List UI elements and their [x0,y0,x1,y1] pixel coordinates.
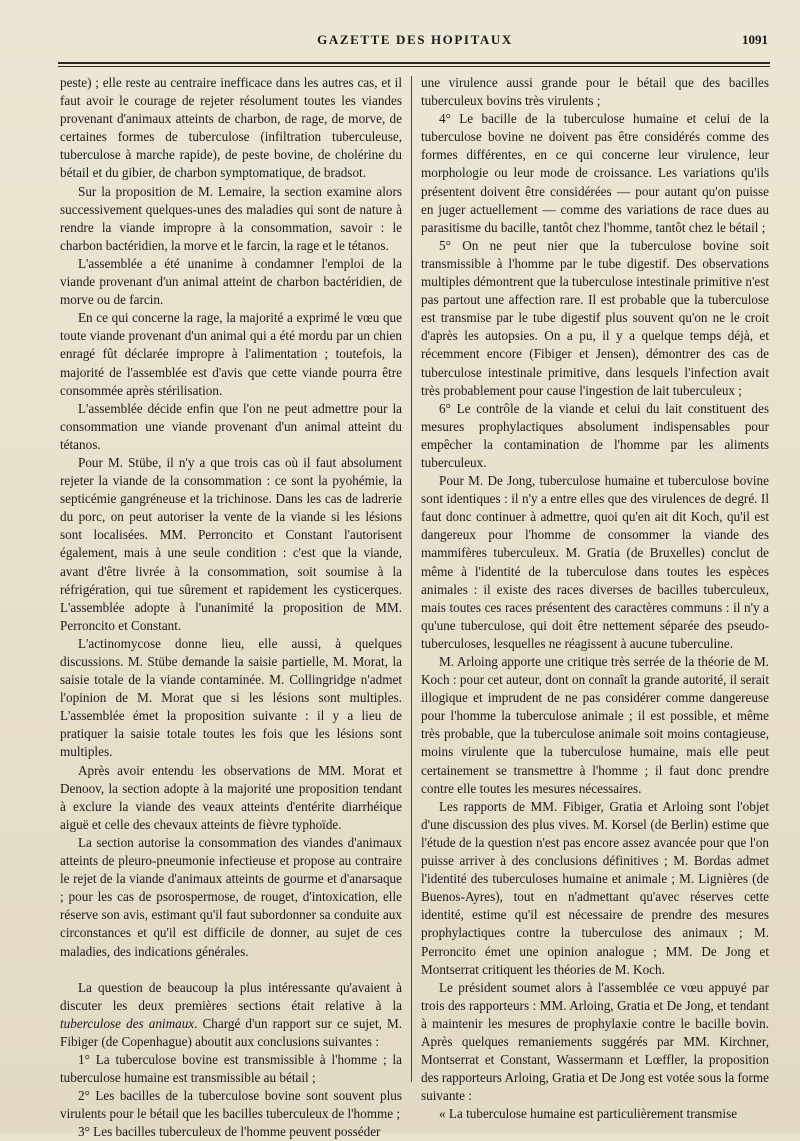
paragraph: En ce qui concerne la rage, la majorité a exprimé le vœu que toute viande provenant d'un animal qui a été mordu par un chien enragé fût déclarée impropre à l'alimentation ; toutefois, la majorité de l'assemblée est d'avis que cette viande pourra être consommée après stérilisation. [60,310,402,398]
left-column [60,74,402,1141]
paragraph-text: . Chargé d'un rapport sur ce sujet, M. Fibiger (de Copenhague) aboutit aux conclusions suivantes : [60,1015,402,1049]
paragraph: L'actinomycose donne lieu, elle aussi, à quelques discussions. M. Stübe demande la saisie partielle, M. Morat, la saisie totale de la viande contaminée. M. Collingridge n'admet l'opinion de M. Morat que si les lésions sont multiples. L'assemblée émet la proposition suivante : il y a lieu de pratiquer la saisie totale toutes les fois que les lésions sont multiples. [60,635,402,760]
paragraph: Pour M. De Jong, tuberculose humaine et tuberculose bovine sont identiques : il n'y a entre elles que des virulences de degré. Il faut donc continuer à admettre, quoi qu'en ait dit Koch, qu'il est dangereux pour l'homme de consommer la viande des mammifères tuberculeux. M. Gratia (de Bruxelles) conclut de même à l'identité de la tuberculose dans toutes les espèces animales : il existe des races diverses de bacilles tuberculeux, mais toutes ces races présentent des caractères communs : il n'y a qu'une tuberculose, qui doit être nettement séparée des pseudo-tuberculoses, lesquelles ne réagissent à aucune tuberculine. [421,473,769,651]
header-rule-thin [58,66,770,67]
paragraph: une virulence aussi grande pour le bétail que des bacilles tuberculeux bovins très virulents ; [421,75,769,109]
italic-phrase: tuberculose des animaux [60,1015,195,1031]
paragraph [60,979,402,1051]
paragraph: « La tuberculose humaine est particulièrement transmise [439,1106,738,1122]
paragraph: L'assemblée a été unanime à condamner l'emploi de la viande provenant d'un animal atteint de charbon bactéridien, de morve ou de farcin. [60,255,402,308]
paragraph: Le président soumet alors à l'assemblée ce vœu appuyé par trois des rapporteurs : MM. Arloing, Gratia et De Jong, et tendant à maintenir les mesures de prophylaxie contre le bacille bovin. Après quelques remaniements suggérés par MM. Kirchner, Montserrat et Constant, Wassermann et Lœffler, la proposition des rapporteurs Arloing, Gratia et De Jong est votée sous la forme suivante : [421,979,769,1104]
paragraph: Sur la proposition de M. Lemaire, la section examine alors successivement quelques-unes des maladies qui sont de nature à rendre la viande impropre à la consommation, savoir : le charbon bactéridien, la morve et le farcin, la rage et le tétanos. [60,183,402,253]
column-divider [411,76,412,1082]
paragraph: La section autorise la consommation des viandes d'animaux atteints de pleuro-pneumonie infectieuse et propose au contraire le rejet de la viande d'animaux atteints de gourme et d'anarsaque ; pour les cas de psorospermose, de rouget, d'intoxication, elle réserve son avis, estimant qu'il faut subordonner sa conduite aux circonstances et qu'il est difficile de donner, au sujet de ces maladies, des indications générales. [60,834,402,959]
paragraph: 3° Les bacilles tuberculeux de l'homme peuvent posséder [78,1124,381,1140]
paragraph-text: La question de beaucoup la plus intéressante qu'avaient à discuter les deux premières sections était relative à la [60,979,402,1013]
paragraph: 4° Le bacille de la tuberculose humaine et celui de la tuberculose bovine ne doivent pas être considérés comme des formes différentes, en ce qui concerne leur virulence, leur morphologie ou leur mode de croissance. Les variations qu'ils présentent doivent être considérées — pour autant qu'on puisse en juger actuellement — comme des variations de race dues au parasitisme du bacille, tantôt chez l'homme, tantôt chez le bétail ; [421,111,769,235]
paragraph: Pour M. Stübe, il n'y a que trois cas où il faut absolument rejeter la viande de la consommation : ce sont la pyohémie, la septicémie gangréneuse et la trichinose. Dans les cas de ladrerie du porc, on peut autoriser la vente de la viande si les lésions sont localisées. MM. Perroncito et Constant l'autorisent également, mais à une seule condition : c'est que la viande, avant d'être livrée à la consommation, soit soumise à la réfrigération, qui tue sûrement et rapidement les cysticerques. L'assemblée adopte à l'unanimité la proposition de MM. Perroncito et Constant. [60,454,402,633]
paragraph: 6° Le contrôle de la viande et celui du lait constituent des mesures prophylactiques absolument indispensables pour empêcher la contamination de l'homme par les aliments tuberculeux. [421,400,769,470]
journal-title: GAZETTE DES HOPITAUX [317,32,513,47]
paragraph: M. Arloing apporte une critique très serrée de la théorie de M. Koch : pour cet auteur, dont on connaît la grande autorité, il serait illogique et imprudent de ne pas considérer comme dangereuse pour l'homme la tuberculose animale ; il est possible, et même très probable, que la tuberculose animale soit moins contagieuse, moins virulente que la tuberculose humaine, mais elle peut certainement se transmettre à l'homme ; il faut donc prendre contre elle toutes les mesures nécessaires. [421,654,769,796]
paragraph: 2° Les bacilles de la tuberculose bovine sont souvent plus virulents pour le bétail que les bacilles tuberculeux de l'homme ; [60,1088,402,1122]
paragraph: 1° La tuberculose bovine est transmissible à l'homme ; la tuberculose humaine est transmissible au bétail ; [60,1051,402,1086]
paragraph: L'assemblée décide enfin que l'on ne peut admettre pour la consommation une viande provenant d'un animal atteint du tétanos. [60,400,402,452]
paragraph: Les rapports de MM. Fibiger, Gratia et Arloing sont l'objet d'une discussion des plus vives. M. Korsel (de Berlin) estime que l'étude de la question n'est pas encore assez avancée pour que l'on puisse arriver à des conclusions définitives ; M. Bordas admet l'identité des tuberculoses humaine et animale ; M. Lignières (de Buenos-Ayres), tout en n'admettant qu'avec réserves cette identité, estime qu'il est nécessaire de prendre des mesures prophylactiques contre la tuberculose des animaux ; M. Perroncito émet une opinion analogue ; MM. De Jong et Montserrat critiquent les théories de M. Koch. [421,798,769,977]
paragraph: 5° On ne peut nier que la tuberculose bovine soit transmissible à l'homme par le tube digestif. Des observations multiples démontrent que la tuberculose intestinale primitive n'est pas partout une affection rare. Il est probable que la tuberculose est transmise par le tube digestif plus souvent qu'on ne le croit d'après les autopsies. On a pu, il y a quelque temps déjà, et récemment encore (Fibiger et Jensen), démontrer des cas de tuberculose intestinale primitive, dans lesquels l'infection avait très probablement pour cause l'ingestion de lait tuberculeux ; [421,237,769,398]
header-rule-thick [58,62,770,64]
page-header [60,30,770,52]
page-number: 1091 [742,32,768,47]
paragraph: Après avoir entendu les observations de MM. Morat et Denoov, la section adopte à la majorité une proposition tendant à exclure la viande des veaux atteints d'entérite diarrhéique aiguë et celle des chevaux atteints de fièvre typhoïde. [60,762,402,832]
paragraph: peste) ; elle reste au centraire inefficace dans les autres cas, et il faut avoir le courage de rejeter résolument toutes les viandes provenant d'animaux atteints de charbon, de rage, de morve, de certaines formes de tuberculose (infiltration tuberculeuse, tuberculose à marche rapide), de peste bovine, de cholérine du bétail et du gibier, de charbon symptomatique, de bradsot. [60,75,402,181]
right-column [421,74,769,1123]
